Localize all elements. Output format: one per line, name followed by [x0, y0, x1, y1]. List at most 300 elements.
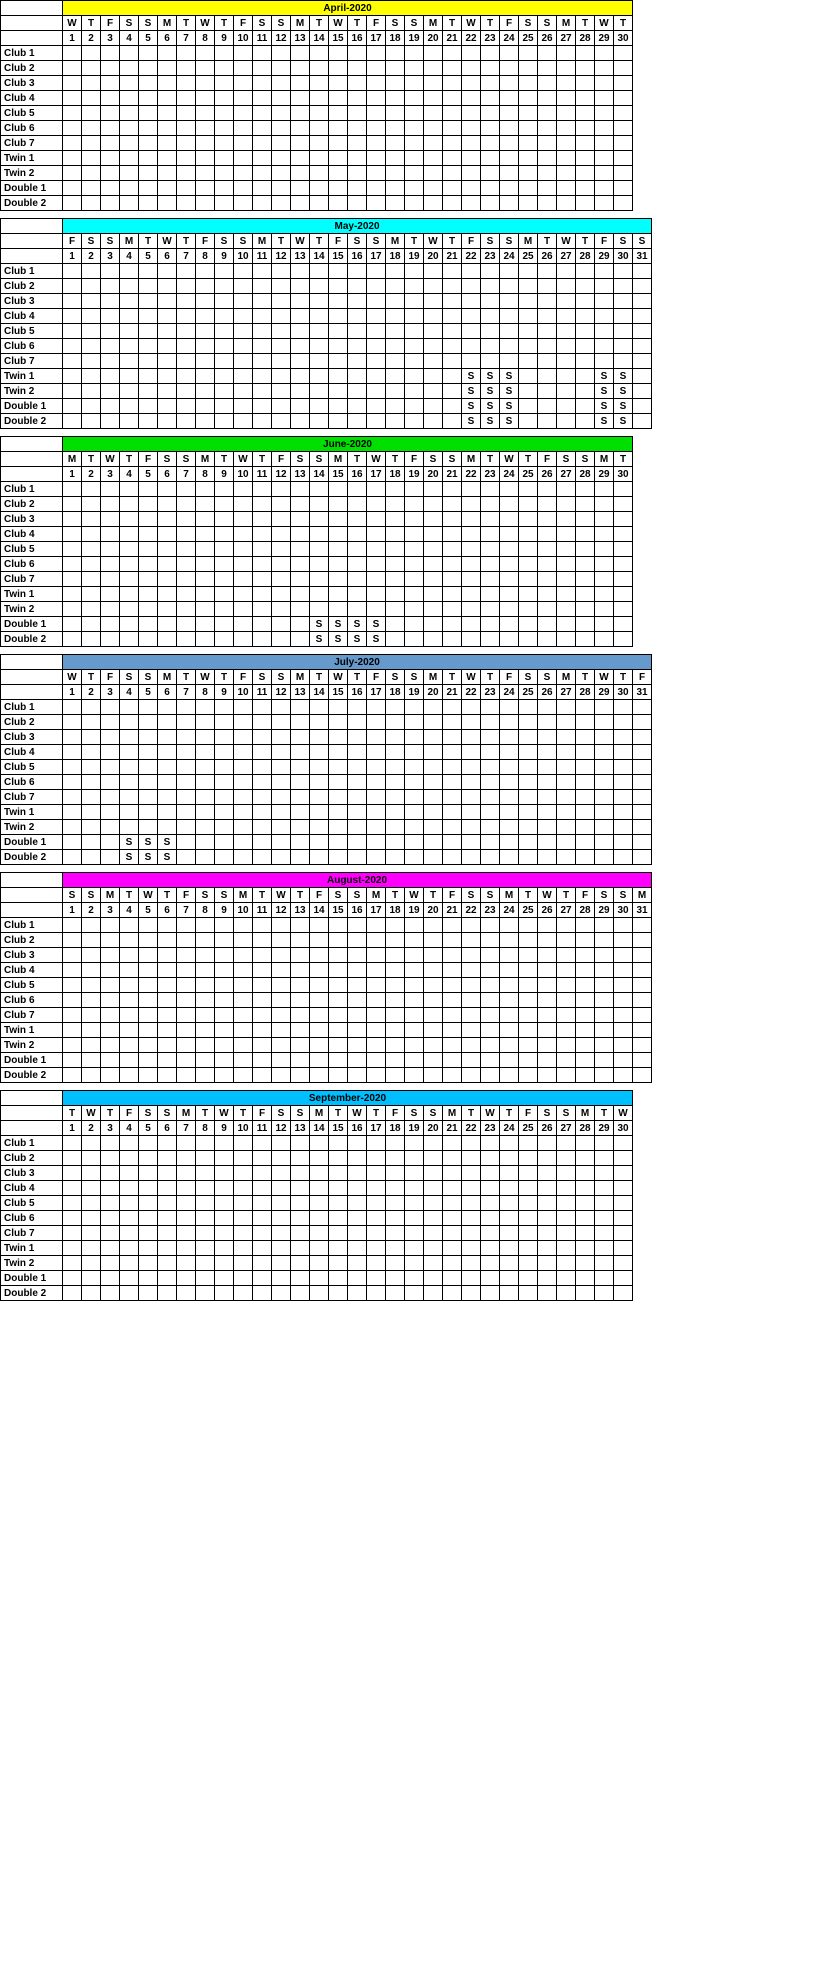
calendar-cell[interactable]: S: [367, 617, 386, 632]
calendar-cell[interactable]: [443, 1136, 462, 1151]
calendar-cell[interactable]: [177, 264, 196, 279]
calendar-cell[interactable]: [215, 354, 234, 369]
calendar-cell[interactable]: [424, 918, 443, 933]
calendar-cell[interactable]: [557, 1256, 576, 1271]
calendar-cell[interactable]: [595, 933, 614, 948]
calendar-cell[interactable]: [595, 309, 614, 324]
calendar-cell[interactable]: [500, 1053, 519, 1068]
calendar-cell[interactable]: [253, 61, 272, 76]
calendar-cell[interactable]: [367, 196, 386, 211]
calendar-cell[interactable]: [158, 632, 177, 647]
calendar-cell[interactable]: [139, 760, 158, 775]
calendar-cell[interactable]: [329, 1151, 348, 1166]
calendar-cell[interactable]: [291, 339, 310, 354]
calendar-cell[interactable]: [234, 279, 253, 294]
calendar-cell[interactable]: [481, 166, 500, 181]
calendar-cell[interactable]: [576, 933, 595, 948]
calendar-cell[interactable]: [215, 121, 234, 136]
calendar-cell[interactable]: [196, 527, 215, 542]
calendar-cell[interactable]: [348, 730, 367, 745]
calendar-cell[interactable]: [82, 948, 101, 963]
calendar-cell[interactable]: [272, 993, 291, 1008]
calendar-cell[interactable]: [139, 1068, 158, 1083]
calendar-cell[interactable]: [443, 1286, 462, 1301]
calendar-cell[interactable]: [462, 963, 481, 978]
calendar-cell[interactable]: [272, 557, 291, 572]
calendar-cell[interactable]: [633, 1008, 652, 1023]
calendar-cell[interactable]: [101, 948, 120, 963]
calendar-cell[interactable]: [500, 557, 519, 572]
calendar-cell[interactable]: [63, 121, 82, 136]
calendar-cell[interactable]: [63, 775, 82, 790]
calendar-cell[interactable]: [63, 384, 82, 399]
calendar-cell[interactable]: [424, 181, 443, 196]
calendar-cell[interactable]: [443, 1023, 462, 1038]
calendar-cell[interactable]: [120, 294, 139, 309]
calendar-cell[interactable]: [120, 279, 139, 294]
calendar-cell[interactable]: [215, 1166, 234, 1181]
calendar-cell[interactable]: [557, 1181, 576, 1196]
calendar-cell[interactable]: [424, 369, 443, 384]
calendar-cell[interactable]: [500, 1166, 519, 1181]
calendar-cell[interactable]: [424, 324, 443, 339]
calendar-cell[interactable]: [82, 715, 101, 730]
calendar-cell[interactable]: [386, 181, 405, 196]
calendar-cell[interactable]: [576, 1256, 595, 1271]
calendar-cell[interactable]: [139, 978, 158, 993]
calendar-cell[interactable]: [519, 617, 538, 632]
calendar-cell[interactable]: [538, 512, 557, 527]
calendar-cell[interactable]: [177, 1226, 196, 1241]
calendar-cell[interactable]: [557, 294, 576, 309]
calendar-cell[interactable]: [557, 91, 576, 106]
calendar-cell[interactable]: [215, 512, 234, 527]
calendar-cell[interactable]: [348, 61, 367, 76]
calendar-cell[interactable]: [196, 1023, 215, 1038]
calendar-cell[interactable]: [405, 617, 424, 632]
calendar-cell[interactable]: [424, 978, 443, 993]
calendar-cell[interactable]: [272, 1211, 291, 1226]
calendar-cell[interactable]: [576, 1241, 595, 1256]
calendar-cell[interactable]: [82, 730, 101, 745]
calendar-cell[interactable]: [538, 151, 557, 166]
calendar-cell[interactable]: S: [348, 632, 367, 647]
calendar-cell[interactable]: [63, 1286, 82, 1301]
calendar-cell[interactable]: [291, 196, 310, 211]
calendar-cell[interactable]: [519, 136, 538, 151]
calendar-cell[interactable]: [348, 414, 367, 429]
calendar-cell[interactable]: [614, 1068, 633, 1083]
calendar-cell[interactable]: [367, 166, 386, 181]
calendar-cell[interactable]: [576, 790, 595, 805]
calendar-cell[interactable]: [633, 730, 652, 745]
calendar-cell[interactable]: S: [614, 414, 633, 429]
calendar-cell[interactable]: [405, 730, 424, 745]
calendar-cell[interactable]: [614, 918, 633, 933]
calendar-cell[interactable]: [291, 399, 310, 414]
calendar-cell[interactable]: [291, 1241, 310, 1256]
calendar-cell[interactable]: [253, 850, 272, 865]
calendar-cell[interactable]: [82, 279, 101, 294]
calendar-cell[interactable]: [291, 632, 310, 647]
calendar-cell[interactable]: [348, 557, 367, 572]
calendar-cell[interactable]: [424, 106, 443, 121]
calendar-cell[interactable]: [348, 181, 367, 196]
calendar-cell[interactable]: [462, 339, 481, 354]
calendar-cell[interactable]: [63, 745, 82, 760]
calendar-cell[interactable]: S: [614, 369, 633, 384]
calendar-cell[interactable]: [500, 700, 519, 715]
calendar-cell[interactable]: [500, 1151, 519, 1166]
calendar-cell[interactable]: [120, 324, 139, 339]
calendar-cell[interactable]: [633, 264, 652, 279]
calendar-cell[interactable]: [538, 1023, 557, 1038]
calendar-cell[interactable]: [614, 482, 633, 497]
calendar-cell[interactable]: [215, 497, 234, 512]
calendar-cell[interactable]: [120, 790, 139, 805]
calendar-cell[interactable]: [215, 963, 234, 978]
calendar-cell[interactable]: [215, 933, 234, 948]
calendar-cell[interactable]: [215, 542, 234, 557]
calendar-cell[interactable]: [348, 602, 367, 617]
calendar-cell[interactable]: [519, 730, 538, 745]
calendar-cell[interactable]: [538, 993, 557, 1008]
calendar-cell[interactable]: [519, 1196, 538, 1211]
calendar-cell[interactable]: [272, 1166, 291, 1181]
calendar-cell[interactable]: [215, 632, 234, 647]
calendar-cell[interactable]: [253, 482, 272, 497]
calendar-cell[interactable]: [443, 963, 462, 978]
calendar-cell[interactable]: [101, 617, 120, 632]
calendar-cell[interactable]: [177, 414, 196, 429]
calendar-cell[interactable]: [367, 91, 386, 106]
calendar-cell[interactable]: [253, 1286, 272, 1301]
calendar-cell[interactable]: [557, 196, 576, 211]
calendar-cell[interactable]: [386, 91, 405, 106]
calendar-cell[interactable]: [424, 730, 443, 745]
calendar-cell[interactable]: [500, 963, 519, 978]
calendar-cell[interactable]: [177, 76, 196, 91]
calendar-cell[interactable]: [500, 805, 519, 820]
calendar-cell[interactable]: [576, 136, 595, 151]
calendar-cell[interactable]: [82, 850, 101, 865]
calendar-cell[interactable]: [310, 512, 329, 527]
calendar-cell[interactable]: [272, 1286, 291, 1301]
calendar-cell[interactable]: S: [481, 399, 500, 414]
calendar-cell[interactable]: [576, 730, 595, 745]
calendar-cell[interactable]: [234, 1068, 253, 1083]
calendar-cell[interactable]: [63, 760, 82, 775]
calendar-cell[interactable]: [139, 106, 158, 121]
calendar-cell[interactable]: [139, 196, 158, 211]
calendar-cell[interactable]: [614, 264, 633, 279]
calendar-cell[interactable]: [633, 745, 652, 760]
calendar-cell[interactable]: [405, 918, 424, 933]
calendar-cell[interactable]: [82, 1023, 101, 1038]
calendar-cell[interactable]: [614, 557, 633, 572]
calendar-cell[interactable]: [329, 587, 348, 602]
calendar-cell[interactable]: [120, 1271, 139, 1286]
calendar-cell[interactable]: [215, 196, 234, 211]
calendar-cell[interactable]: [158, 993, 177, 1008]
calendar-cell[interactable]: [386, 572, 405, 587]
calendar-cell[interactable]: [348, 482, 367, 497]
calendar-cell[interactable]: [500, 617, 519, 632]
calendar-cell[interactable]: [310, 978, 329, 993]
calendar-cell[interactable]: [82, 196, 101, 211]
calendar-cell[interactable]: [196, 76, 215, 91]
calendar-cell[interactable]: [386, 121, 405, 136]
calendar-cell[interactable]: [253, 963, 272, 978]
calendar-cell[interactable]: [234, 918, 253, 933]
calendar-cell[interactable]: [215, 993, 234, 1008]
calendar-cell[interactable]: [291, 948, 310, 963]
calendar-cell[interactable]: [291, 121, 310, 136]
calendar-cell[interactable]: [82, 978, 101, 993]
calendar-cell[interactable]: [82, 61, 101, 76]
calendar-cell[interactable]: [538, 136, 557, 151]
calendar-cell[interactable]: [462, 557, 481, 572]
calendar-cell[interactable]: [405, 1271, 424, 1286]
calendar-cell[interactable]: [139, 1271, 158, 1286]
calendar-cell[interactable]: [63, 369, 82, 384]
calendar-cell[interactable]: [139, 91, 158, 106]
calendar-cell[interactable]: [120, 166, 139, 181]
calendar-cell[interactable]: [595, 91, 614, 106]
calendar-cell[interactable]: [386, 1136, 405, 1151]
calendar-cell[interactable]: [291, 497, 310, 512]
calendar-cell[interactable]: [234, 414, 253, 429]
calendar-cell[interactable]: [386, 850, 405, 865]
calendar-cell[interactable]: [196, 1196, 215, 1211]
calendar-cell[interactable]: [500, 730, 519, 745]
calendar-cell[interactable]: [234, 1181, 253, 1196]
calendar-cell[interactable]: [310, 1023, 329, 1038]
calendar-cell[interactable]: [310, 181, 329, 196]
calendar-cell[interactable]: [310, 1136, 329, 1151]
calendar-cell[interactable]: [272, 760, 291, 775]
calendar-cell[interactable]: [348, 399, 367, 414]
calendar-cell[interactable]: [291, 136, 310, 151]
calendar-cell[interactable]: [177, 632, 196, 647]
calendar-cell[interactable]: [348, 790, 367, 805]
calendar-cell[interactable]: [82, 369, 101, 384]
calendar-cell[interactable]: [519, 512, 538, 527]
calendar-cell[interactable]: [120, 978, 139, 993]
calendar-cell[interactable]: [519, 369, 538, 384]
calendar-cell[interactable]: [576, 700, 595, 715]
calendar-cell[interactable]: [557, 557, 576, 572]
calendar-cell[interactable]: [500, 76, 519, 91]
calendar-cell[interactable]: [462, 264, 481, 279]
calendar-cell[interactable]: [329, 264, 348, 279]
calendar-cell[interactable]: [101, 166, 120, 181]
calendar-cell[interactable]: [272, 918, 291, 933]
calendar-cell[interactable]: [234, 963, 253, 978]
calendar-cell[interactable]: [348, 820, 367, 835]
calendar-cell[interactable]: [215, 279, 234, 294]
calendar-cell[interactable]: [63, 339, 82, 354]
calendar-cell[interactable]: [424, 1226, 443, 1241]
calendar-cell[interactable]: [310, 61, 329, 76]
calendar-cell[interactable]: [595, 106, 614, 121]
calendar-cell[interactable]: [234, 730, 253, 745]
calendar-cell[interactable]: [139, 324, 158, 339]
calendar-cell[interactable]: [272, 715, 291, 730]
calendar-cell[interactable]: [177, 512, 196, 527]
calendar-cell[interactable]: [101, 978, 120, 993]
calendar-cell[interactable]: [291, 1166, 310, 1181]
calendar-cell[interactable]: [576, 497, 595, 512]
calendar-cell[interactable]: [101, 850, 120, 865]
calendar-cell[interactable]: [272, 151, 291, 166]
calendar-cell[interactable]: [367, 850, 386, 865]
calendar-cell[interactable]: [462, 527, 481, 542]
calendar-cell[interactable]: [234, 745, 253, 760]
calendar-cell[interactable]: [272, 1151, 291, 1166]
calendar-cell[interactable]: [424, 993, 443, 1008]
calendar-cell[interactable]: [329, 1181, 348, 1196]
calendar-cell[interactable]: [291, 1136, 310, 1151]
calendar-cell[interactable]: [215, 414, 234, 429]
calendar-cell[interactable]: [82, 963, 101, 978]
calendar-cell[interactable]: [63, 1166, 82, 1181]
calendar-cell[interactable]: [405, 850, 424, 865]
calendar-cell[interactable]: [519, 1181, 538, 1196]
calendar-cell[interactable]: [291, 1023, 310, 1038]
calendar-cell[interactable]: [367, 61, 386, 76]
calendar-cell[interactable]: [139, 963, 158, 978]
calendar-cell[interactable]: [158, 1256, 177, 1271]
calendar-cell[interactable]: [405, 61, 424, 76]
calendar-cell[interactable]: [215, 1038, 234, 1053]
calendar-cell[interactable]: [196, 1226, 215, 1241]
calendar-cell[interactable]: [158, 1211, 177, 1226]
calendar-cell[interactable]: [443, 1053, 462, 1068]
calendar-cell[interactable]: [310, 835, 329, 850]
calendar-cell[interactable]: [424, 1136, 443, 1151]
calendar-cell[interactable]: [272, 527, 291, 542]
calendar-cell[interactable]: [215, 775, 234, 790]
calendar-cell[interactable]: [196, 384, 215, 399]
calendar-cell[interactable]: [481, 557, 500, 572]
calendar-cell[interactable]: [329, 91, 348, 106]
calendar-cell[interactable]: [310, 166, 329, 181]
calendar-cell[interactable]: [443, 384, 462, 399]
calendar-cell[interactable]: [481, 61, 500, 76]
calendar-cell[interactable]: S: [139, 835, 158, 850]
calendar-cell[interactable]: [215, 617, 234, 632]
calendar-cell[interactable]: [614, 730, 633, 745]
calendar-cell[interactable]: [595, 918, 614, 933]
calendar-cell[interactable]: [329, 482, 348, 497]
calendar-cell[interactable]: [614, 1181, 633, 1196]
calendar-cell[interactable]: [348, 46, 367, 61]
calendar-cell[interactable]: [348, 587, 367, 602]
calendar-cell[interactable]: [443, 933, 462, 948]
calendar-cell[interactable]: [139, 602, 158, 617]
calendar-cell[interactable]: [424, 745, 443, 760]
calendar-cell[interactable]: [614, 715, 633, 730]
calendar-cell[interactable]: [614, 121, 633, 136]
calendar-cell[interactable]: [462, 1196, 481, 1211]
calendar-cell[interactable]: [538, 1241, 557, 1256]
calendar-cell[interactable]: [272, 745, 291, 760]
calendar-cell[interactable]: [120, 1151, 139, 1166]
calendar-cell[interactable]: [424, 572, 443, 587]
calendar-cell[interactable]: [139, 309, 158, 324]
calendar-cell[interactable]: [614, 760, 633, 775]
calendar-cell[interactable]: [291, 1038, 310, 1053]
calendar-cell[interactable]: [139, 1256, 158, 1271]
calendar-cell[interactable]: [253, 542, 272, 557]
calendar-cell[interactable]: [63, 978, 82, 993]
calendar-cell[interactable]: [63, 497, 82, 512]
calendar-cell[interactable]: [101, 835, 120, 850]
calendar-cell[interactable]: [329, 1196, 348, 1211]
calendar-cell[interactable]: [576, 106, 595, 121]
calendar-cell[interactable]: [557, 497, 576, 512]
calendar-cell[interactable]: [348, 1008, 367, 1023]
calendar-cell[interactable]: [576, 1211, 595, 1226]
calendar-cell[interactable]: [139, 339, 158, 354]
calendar-cell[interactable]: [367, 790, 386, 805]
calendar-cell[interactable]: [443, 196, 462, 211]
calendar-cell[interactable]: [481, 309, 500, 324]
calendar-cell[interactable]: [139, 354, 158, 369]
calendar-cell[interactable]: [386, 760, 405, 775]
calendar-cell[interactable]: [462, 587, 481, 602]
calendar-cell[interactable]: [272, 632, 291, 647]
calendar-cell[interactable]: [367, 587, 386, 602]
calendar-cell[interactable]: [158, 61, 177, 76]
calendar-cell[interactable]: [215, 136, 234, 151]
calendar-cell[interactable]: [386, 805, 405, 820]
calendar-cell[interactable]: [462, 166, 481, 181]
calendar-cell[interactable]: [443, 602, 462, 617]
calendar-cell[interactable]: [348, 835, 367, 850]
calendar-cell[interactable]: [120, 963, 139, 978]
calendar-cell[interactable]: [234, 196, 253, 211]
calendar-cell[interactable]: [272, 542, 291, 557]
calendar-cell[interactable]: [272, 196, 291, 211]
calendar-cell[interactable]: [82, 339, 101, 354]
calendar-cell[interactable]: S: [462, 369, 481, 384]
calendar-cell[interactable]: [101, 309, 120, 324]
calendar-cell[interactable]: [405, 1068, 424, 1083]
calendar-cell[interactable]: [310, 1038, 329, 1053]
calendar-cell[interactable]: [538, 61, 557, 76]
calendar-cell[interactable]: [177, 384, 196, 399]
calendar-cell[interactable]: [500, 1196, 519, 1211]
calendar-cell[interactable]: [538, 1256, 557, 1271]
calendar-cell[interactable]: [291, 1181, 310, 1196]
calendar-cell[interactable]: [158, 617, 177, 632]
calendar-cell[interactable]: [158, 760, 177, 775]
calendar-cell[interactable]: [310, 933, 329, 948]
calendar-cell[interactable]: [519, 279, 538, 294]
calendar-cell[interactable]: [234, 354, 253, 369]
calendar-cell[interactable]: [101, 196, 120, 211]
calendar-cell[interactable]: [443, 542, 462, 557]
calendar-cell[interactable]: [557, 730, 576, 745]
calendar-cell[interactable]: [177, 715, 196, 730]
calendar-cell[interactable]: [557, 835, 576, 850]
calendar-cell[interactable]: [177, 1053, 196, 1068]
calendar-cell[interactable]: [576, 264, 595, 279]
calendar-cell[interactable]: [177, 91, 196, 106]
calendar-cell[interactable]: [348, 1211, 367, 1226]
